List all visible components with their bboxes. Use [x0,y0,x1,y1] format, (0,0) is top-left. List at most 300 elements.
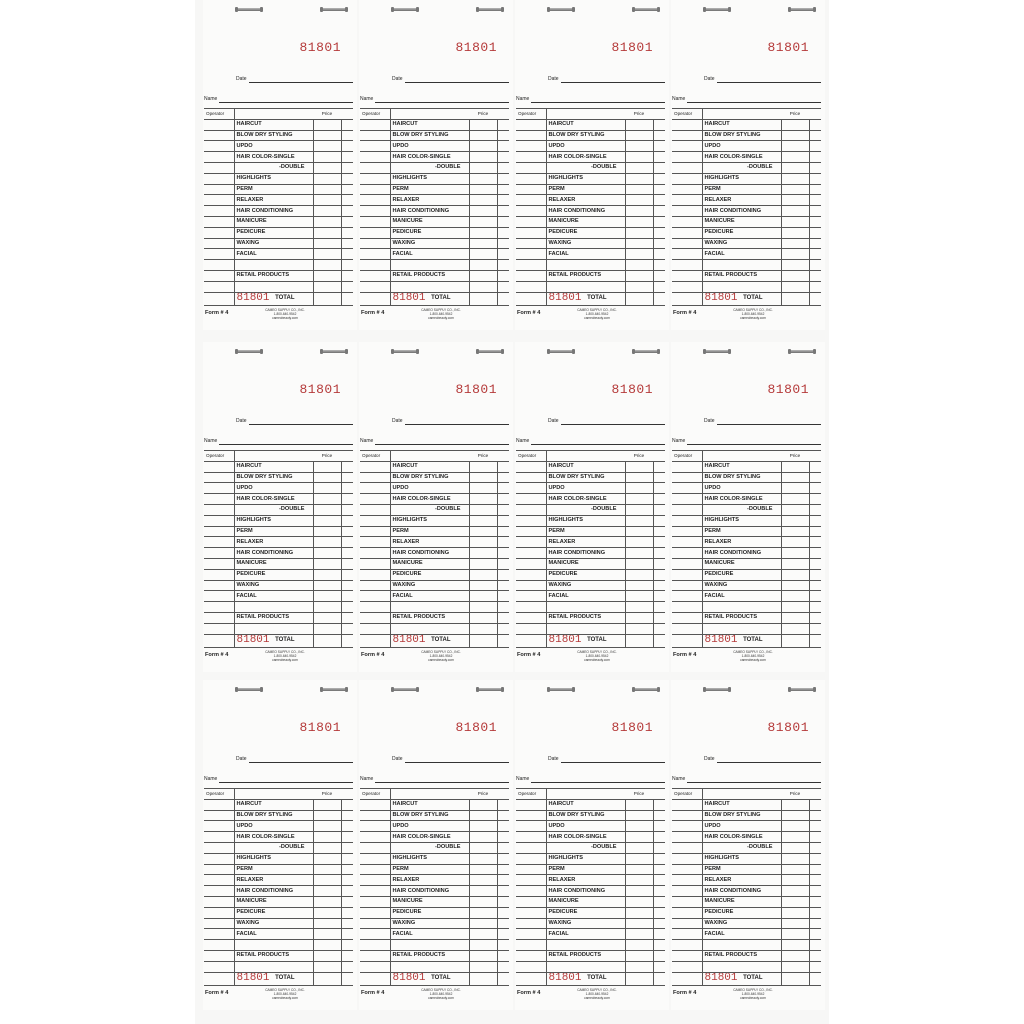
price-cell[interactable] [313,260,341,271]
price-cents-cell[interactable] [497,832,509,843]
operator-cell[interactable] [516,548,546,559]
total-amount-field[interactable] [625,292,653,305]
operator-cell[interactable] [204,907,234,918]
price-cell[interactable] [469,119,497,130]
operator-cell[interactable] [516,810,546,821]
price-cents-cell[interactable] [809,896,821,907]
price-cell[interactable] [313,270,341,281]
price-cell[interactable] [469,537,497,548]
price-cents-cell[interactable] [809,950,821,961]
price-cell[interactable] [469,238,497,249]
price-cents-cell[interactable] [809,526,821,537]
price-cell[interactable] [781,173,809,184]
name-field[interactable] [219,782,353,783]
operator-cell[interactable] [204,152,234,163]
price-cents-cell[interactable] [653,623,665,634]
price-cell[interactable] [781,130,809,141]
price-cents-cell[interactable] [653,184,665,195]
operator-cell[interactable] [204,602,234,613]
price-cell[interactable] [781,623,809,634]
price-cents-cell[interactable] [497,461,509,472]
price-cents-cell[interactable] [341,799,353,810]
price-cell[interactable] [781,907,809,918]
operator-cell[interactable] [516,119,546,130]
price-cell[interactable] [781,238,809,249]
price-cell[interactable] [781,832,809,843]
price-cell[interactable] [469,515,497,526]
price-cell[interactable] [313,472,341,483]
price-cell[interactable] [469,853,497,864]
operator-cell[interactable] [204,238,234,249]
price-cell[interactable] [469,569,497,580]
operator-cell[interactable] [204,558,234,569]
price-cents-cell[interactable] [497,281,509,292]
price-cents-cell[interactable] [809,472,821,483]
operator-cell[interactable] [672,461,702,472]
price-cell[interactable] [469,195,497,206]
operator-cell[interactable] [672,548,702,559]
price-cents-cell[interactable] [653,799,665,810]
price-cents-cell[interactable] [341,162,353,173]
price-cell[interactable] [625,119,653,130]
price-cents-cell[interactable] [809,270,821,281]
operator-cell[interactable] [672,940,702,951]
price-cell[interactable] [625,842,653,853]
price-cell[interactable] [781,537,809,548]
price-cents-cell[interactable] [497,249,509,260]
operator-cell[interactable] [672,950,702,961]
price-cents-cell[interactable] [653,918,665,929]
operator-cell[interactable] [672,842,702,853]
price-cents-cell[interactable] [653,238,665,249]
price-cents-cell[interactable] [497,162,509,173]
price-cell[interactable] [313,526,341,537]
price-cents-cell[interactable] [497,821,509,832]
price-cents-cell[interactable] [653,152,665,163]
price-cents-cell[interactable] [653,483,665,494]
price-cell[interactable] [313,875,341,886]
price-cents-cell[interactable] [341,929,353,940]
total-cents-field[interactable] [653,972,665,985]
price-cell[interactable] [313,918,341,929]
operator-cell[interactable] [360,281,390,292]
price-cell[interactable] [313,907,341,918]
price-cents-cell[interactable] [653,602,665,613]
price-cell[interactable] [781,249,809,260]
operator-cell[interactable] [672,591,702,602]
price-cents-cell[interactable] [809,206,821,217]
price-cell[interactable] [313,832,341,843]
price-cell[interactable] [781,515,809,526]
price-cents-cell[interactable] [653,515,665,526]
date-field[interactable] [405,762,509,763]
price-cents-cell[interactable] [341,580,353,591]
price-cents-cell[interactable] [809,281,821,292]
operator-cell[interactable] [516,162,546,173]
price-cents-cell[interactable] [809,853,821,864]
price-cents-cell[interactable] [341,940,353,951]
price-cents-cell[interactable] [497,896,509,907]
price-cents-cell[interactable] [653,504,665,515]
operator-cell[interactable] [516,623,546,634]
operator-cell[interactable] [672,141,702,152]
price-cell[interactable] [625,623,653,634]
price-cents-cell[interactable] [809,537,821,548]
price-cell[interactable] [781,494,809,505]
price-cents-cell[interactable] [653,216,665,227]
price-cell[interactable] [625,483,653,494]
operator-cell[interactable] [672,526,702,537]
price-cell[interactable] [781,270,809,281]
operator-cell[interactable] [672,238,702,249]
price-cents-cell[interactable] [653,141,665,152]
price-cell[interactable] [625,799,653,810]
price-cents-cell[interactable] [497,141,509,152]
price-cell[interactable] [313,461,341,472]
operator-cell[interactable] [204,950,234,961]
name-field[interactable] [531,102,665,103]
operator-cell[interactable] [672,602,702,613]
price-cents-cell[interactable] [497,842,509,853]
price-cents-cell[interactable] [653,227,665,238]
total-amount-field[interactable] [313,292,341,305]
total-cents-field[interactable] [653,634,665,647]
operator-cell[interactable] [672,886,702,897]
price-cents-cell[interactable] [653,853,665,864]
price-cents-cell[interactable] [653,842,665,853]
price-cents-cell[interactable] [809,940,821,951]
price-cents-cell[interactable] [341,141,353,152]
operator-cell[interactable] [360,238,390,249]
operator-cell[interactable] [672,799,702,810]
price-cell[interactable] [469,152,497,163]
price-cents-cell[interactable] [809,875,821,886]
operator-cell[interactable] [516,504,546,515]
operator-cell[interactable] [204,853,234,864]
price-cell[interactable] [469,270,497,281]
price-cell[interactable] [313,896,341,907]
price-cell[interactable] [469,504,497,515]
price-cents-cell[interactable] [653,260,665,271]
operator-cell[interactable] [672,537,702,548]
price-cents-cell[interactable] [653,119,665,130]
price-cents-cell[interactable] [497,483,509,494]
price-cents-cell[interactable] [341,526,353,537]
price-cents-cell[interactable] [341,537,353,548]
operator-cell[interactable] [672,130,702,141]
price-cell[interactable] [469,961,497,972]
name-field[interactable] [375,102,509,103]
operator-cell[interactable] [360,216,390,227]
price-cell[interactable] [625,864,653,875]
price-cell[interactable] [781,918,809,929]
operator-cell[interactable] [204,537,234,548]
price-cents-cell[interactable] [653,162,665,173]
price-cell[interactable] [625,461,653,472]
price-cell[interactable] [781,558,809,569]
operator-cell[interactable] [204,195,234,206]
price-cents-cell[interactable] [341,152,353,163]
price-cell[interactable] [313,141,341,152]
price-cents-cell[interactable] [341,216,353,227]
operator-cell[interactable] [672,907,702,918]
price-cents-cell[interactable] [497,526,509,537]
price-cell[interactable] [313,548,341,559]
price-cents-cell[interactable] [497,270,509,281]
price-cell[interactable] [313,558,341,569]
price-cell[interactable] [781,864,809,875]
price-cell[interactable] [313,929,341,940]
price-cell[interactable] [313,602,341,613]
price-cents-cell[interactable] [653,929,665,940]
price-cents-cell[interactable] [497,206,509,217]
operator-cell[interactable] [204,162,234,173]
date-field[interactable] [561,424,665,425]
operator-cell[interactable] [204,216,234,227]
price-cents-cell[interactable] [653,875,665,886]
price-cell[interactable] [625,141,653,152]
operator-cell[interactable] [516,907,546,918]
price-cell[interactable] [469,810,497,821]
price-cents-cell[interactable] [497,130,509,141]
price-cell[interactable] [625,526,653,537]
price-cell[interactable] [625,810,653,821]
operator-cell[interactable] [672,853,702,864]
operator-cell[interactable] [516,494,546,505]
operator-cell[interactable] [360,929,390,940]
name-field[interactable] [531,782,665,783]
price-cell[interactable] [625,832,653,843]
operator-cell[interactable] [672,821,702,832]
price-cents-cell[interactable] [341,875,353,886]
price-cents-cell[interactable] [341,821,353,832]
operator-cell[interactable] [516,472,546,483]
price-cell[interactable] [781,227,809,238]
price-cell[interactable] [781,886,809,897]
date-field[interactable] [405,424,509,425]
price-cents-cell[interactable] [341,842,353,853]
operator-cell[interactable] [204,281,234,292]
price-cell[interactable] [625,515,653,526]
price-cell[interactable] [781,799,809,810]
price-cell[interactable] [469,206,497,217]
operator-cell[interactable] [360,580,390,591]
price-cents-cell[interactable] [341,810,353,821]
price-cents-cell[interactable] [653,864,665,875]
price-cell[interactable] [313,799,341,810]
operator-cell[interactable] [672,249,702,260]
price-cents-cell[interactable] [653,940,665,951]
price-cents-cell[interactable] [809,886,821,897]
price-cell[interactable] [625,504,653,515]
price-cents-cell[interactable] [497,799,509,810]
operator-cell[interactable] [360,249,390,260]
price-cell[interactable] [781,281,809,292]
price-cell[interactable] [313,119,341,130]
price-cents-cell[interactable] [341,249,353,260]
price-cents-cell[interactable] [809,152,821,163]
operator-cell[interactable] [204,548,234,559]
operator-cell[interactable] [672,961,702,972]
price-cents-cell[interactable] [653,896,665,907]
operator-cell[interactable] [516,515,546,526]
price-cents-cell[interactable] [341,494,353,505]
price-cell[interactable] [781,842,809,853]
operator-cell[interactable] [516,929,546,940]
price-cents-cell[interactable] [653,907,665,918]
operator-cell[interactable] [204,623,234,634]
operator-cell[interactable] [204,119,234,130]
total-amount-field[interactable] [781,292,809,305]
price-cell[interactable] [781,472,809,483]
price-cell[interactable] [625,940,653,951]
price-cents-cell[interactable] [809,227,821,238]
price-cents-cell[interactable] [653,537,665,548]
price-cents-cell[interactable] [497,216,509,227]
price-cell[interactable] [781,119,809,130]
total-amount-field[interactable] [469,972,497,985]
price-cell[interactable] [469,886,497,897]
price-cents-cell[interactable] [341,515,353,526]
price-cents-cell[interactable] [809,842,821,853]
price-cell[interactable] [313,195,341,206]
price-cents-cell[interactable] [341,281,353,292]
operator-cell[interactable] [516,206,546,217]
price-cents-cell[interactable] [653,249,665,260]
price-cell[interactable] [313,950,341,961]
total-amount-field[interactable] [469,634,497,647]
operator-cell[interactable] [360,130,390,141]
price-cell[interactable] [625,270,653,281]
operator-cell[interactable] [360,799,390,810]
operator-cell[interactable] [516,216,546,227]
operator-cell[interactable] [516,281,546,292]
price-cell[interactable] [625,612,653,623]
price-cents-cell[interactable] [341,907,353,918]
price-cents-cell[interactable] [809,591,821,602]
operator-cell[interactable] [204,270,234,281]
price-cents-cell[interactable] [497,119,509,130]
operator-cell[interactable] [360,227,390,238]
operator-cell[interactable] [672,896,702,907]
total-cents-field[interactable] [809,634,821,647]
price-cell[interactable] [469,612,497,623]
total-cents-field[interactable] [341,972,353,985]
price-cell[interactable] [781,195,809,206]
name-field[interactable] [219,444,353,445]
price-cell[interactable] [781,612,809,623]
operator-cell[interactable] [360,602,390,613]
price-cell[interactable] [781,961,809,972]
price-cell[interactable] [781,152,809,163]
operator-cell[interactable] [516,569,546,580]
operator-cell[interactable] [516,130,546,141]
price-cents-cell[interactable] [497,238,509,249]
price-cents-cell[interactable] [653,281,665,292]
price-cents-cell[interactable] [809,483,821,494]
price-cell[interactable] [781,216,809,227]
price-cents-cell[interactable] [341,270,353,281]
price-cents-cell[interactable] [497,173,509,184]
price-cents-cell[interactable] [341,853,353,864]
operator-cell[interactable] [204,494,234,505]
operator-cell[interactable] [516,141,546,152]
price-cents-cell[interactable] [653,270,665,281]
operator-cell[interactable] [672,260,702,271]
price-cents-cell[interactable] [497,152,509,163]
operator-cell[interactable] [204,580,234,591]
operator-cell[interactable] [204,896,234,907]
operator-cell[interactable] [204,184,234,195]
price-cents-cell[interactable] [497,494,509,505]
price-cents-cell[interactable] [809,515,821,526]
operator-cell[interactable] [360,483,390,494]
price-cell[interactable] [625,249,653,260]
price-cents-cell[interactable] [341,195,353,206]
price-cents-cell[interactable] [653,461,665,472]
operator-cell[interactable] [516,612,546,623]
price-cell[interactable] [781,184,809,195]
operator-cell[interactable] [360,918,390,929]
operator-cell[interactable] [516,580,546,591]
total-cents-field[interactable] [497,634,509,647]
price-cents-cell[interactable] [341,130,353,141]
operator-cell[interactable] [204,130,234,141]
operator-cell[interactable] [360,472,390,483]
total-cents-field[interactable] [809,972,821,985]
operator-cell[interactable] [360,162,390,173]
price-cell[interactable] [313,130,341,141]
operator-cell[interactable] [516,940,546,951]
price-cell[interactable] [625,173,653,184]
price-cents-cell[interactable] [809,832,821,843]
operator-cell[interactable] [672,504,702,515]
price-cents-cell[interactable] [497,875,509,886]
price-cell[interactable] [625,206,653,217]
price-cell[interactable] [625,260,653,271]
price-cell[interactable] [313,504,341,515]
price-cell[interactable] [781,950,809,961]
date-field[interactable] [249,424,353,425]
operator-cell[interactable] [516,483,546,494]
price-cents-cell[interactable] [497,918,509,929]
price-cents-cell[interactable] [497,260,509,271]
total-cents-field[interactable] [341,292,353,305]
price-cell[interactable] [469,483,497,494]
price-cell[interactable] [781,580,809,591]
price-cell[interactable] [469,918,497,929]
price-cents-cell[interactable] [809,612,821,623]
operator-cell[interactable] [204,832,234,843]
price-cents-cell[interactable] [653,950,665,961]
operator-cell[interactable] [360,896,390,907]
price-cell[interactable] [313,853,341,864]
operator-cell[interactable] [204,173,234,184]
operator-cell[interactable] [360,875,390,886]
price-cell[interactable] [781,591,809,602]
price-cents-cell[interactable] [497,515,509,526]
price-cell[interactable] [781,929,809,940]
operator-cell[interactable] [516,227,546,238]
price-cell[interactable] [469,141,497,152]
price-cell[interactable] [781,821,809,832]
operator-cell[interactable] [672,270,702,281]
operator-cell[interactable] [672,472,702,483]
price-cents-cell[interactable] [341,472,353,483]
operator-cell[interactable] [516,260,546,271]
total-amount-field[interactable] [781,972,809,985]
operator-cell[interactable] [360,907,390,918]
